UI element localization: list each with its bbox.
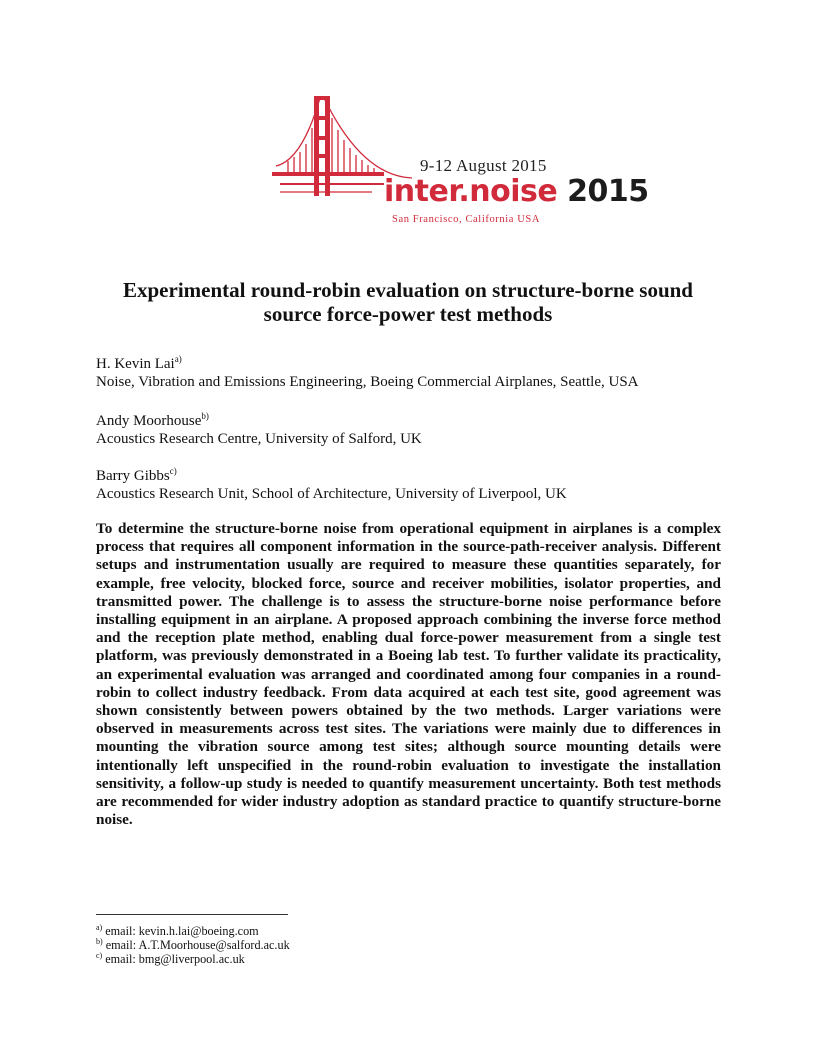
author-name: Andy Moorhouse (96, 413, 202, 429)
conference-year: 2015 (567, 174, 649, 209)
author-affiliation: Acoustics Research Unit, School of Architecture, University of Liverpool, UK (96, 486, 567, 502)
conference-date: 9-12 August 2015 (420, 156, 547, 175)
footnote-b (96, 938, 290, 952)
footnote-mark: c) (96, 951, 103, 960)
footnote-text: email: A.T.Moorhouse@salford.ac.uk (102, 938, 290, 952)
paper-title-line-2: source force-power test methods (263, 302, 553, 326)
abstract: To determine the structure-borne noise from operational equipment in airplanes is a complex process that requires all component information in the source-path-receiver analysis. Different setups and instrumentation usually are required to measure these quantities separately, for example, free velocity, blocked force, source and receiver mobilities, isolator properties, and transmitted power. The challenge is to assess the structure-borne noise performance before installing equipment in an airplane. A proposed approach combining the inverse force method and the reception plate method, enabling dual force-power measurement from a single test platform, was previously demonstrated in a Boeing lab test. To further validate its practicality, an experimental evaluation was arranged and coordinated among four companies in a round-robin to collect industry feedback. From data acquired at each test site, good agreement was shown consistently between powers obtained by the two methods. Larger variations were observed in measurements across test sites. The variations were mainly due to differences in mounting the vibration source among test sites; although source mounting details were intentionally left unspecified in the round-robin evaluation to investigate the installation sensitivity, a follow-up study is needed to quantify measurement uncertainty. Both test methods are recommended for wider industry adoption as standard practice to quantify structure-borne noise. (96, 520, 721, 829)
footnote-c (96, 952, 245, 966)
author-name: H. Kevin Lai (96, 356, 175, 372)
author-affiliation: Noise, Vibration and Emissions Engineering, Boeing Commercial Airplanes, Seattle, USA (96, 374, 639, 390)
author-block-2 (96, 412, 422, 448)
author-block-3 (96, 467, 567, 503)
paper-title (96, 278, 720, 326)
conference-logo (272, 92, 649, 230)
footnote-text: email: kevin.h.lai@boeing.com (102, 924, 259, 938)
footnote-text: email: bmg@liverpool.ac.uk (102, 952, 245, 966)
footnote-a (96, 924, 259, 938)
conference-name-text: inter.noise (384, 174, 558, 209)
paper-title-line-1: Experimental round-robin evaluation on structure-borne sound (123, 278, 693, 302)
conference-location: San Francisco, California USA (392, 214, 541, 225)
author-footnote-mark: b) (201, 411, 209, 421)
author-footnote-mark: c) (169, 466, 177, 476)
footnote-mark: a) (96, 923, 103, 932)
author-block-1 (96, 355, 639, 391)
author-name: Barry Gibbs (96, 468, 170, 484)
author-footnote-mark: a) (174, 354, 182, 364)
footnote-divider (96, 914, 288, 915)
footnote-mark: b) (96, 937, 103, 946)
conference-name (384, 174, 649, 209)
author-affiliation: Acoustics Research Centre, University of Salford, UK (96, 431, 422, 447)
